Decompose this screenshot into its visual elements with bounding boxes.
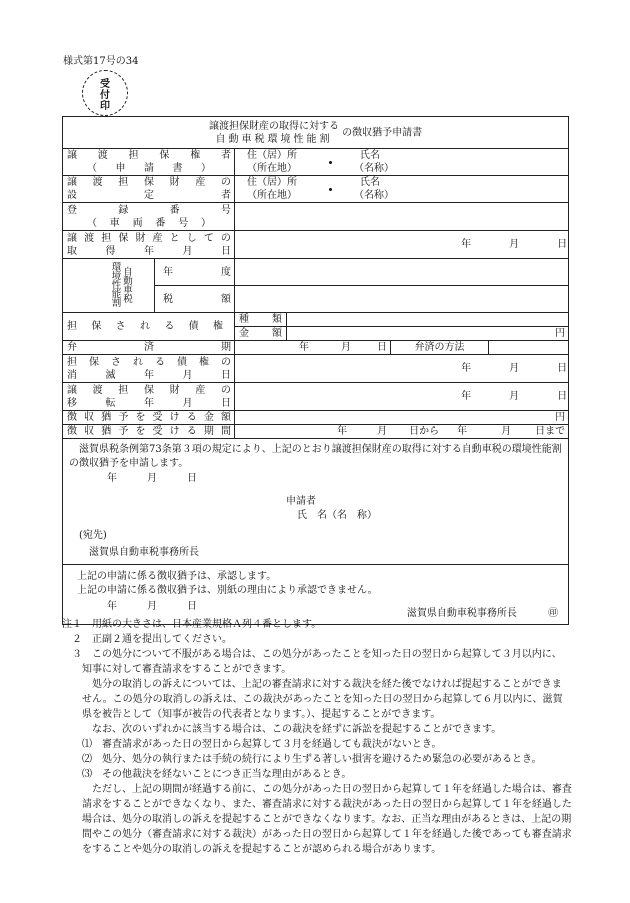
applicant-label: 申請者 (286, 496, 316, 507)
note-line: 県を被告として（知事が被告の代表者となります。）、提起することができます。 (62, 709, 441, 720)
form-number: 様式第17号の34 (63, 56, 139, 67)
holder-address-field[interactable]: 住（居）所 （所在地） 氏名 （名称） (235, 149, 569, 176)
notes-section (62, 617, 572, 857)
repayment-date-field[interactable]: 年 月 日 (235, 341, 391, 355)
seal-mark: ㊞ (548, 608, 559, 619)
application-statement (63, 439, 569, 565)
stamp-char-2: 付 (100, 90, 110, 101)
environmental-tax-label: 環 境 性 能 割 自 動 車 税 (91, 259, 155, 313)
tax-amount-field[interactable] (235, 286, 569, 313)
title-line-1: 譲渡担保財産の取得に対する (208, 120, 339, 132)
note-line: ⑵ 処分、処分の執行または手続の続行により生ずる著しい損害を避けるため緊急の必要があるとき。 (62, 754, 542, 765)
addressee-label: (宛先) (79, 530, 107, 541)
approval-text: 上記の申請に係る徴収猶予は、承認します。 (77, 571, 277, 582)
rejection-text: 上記の申請に係る徴収猶予は、別紙の理由により承認できません。 (77, 585, 378, 596)
fiscal-year-label: 年度 (155, 259, 235, 286)
secured-claim-label: 担保される債権 (63, 313, 235, 341)
applicant-name-label: 氏 名（名 称） (297, 510, 377, 521)
stamp-char-3: 印 (100, 101, 110, 112)
application-date[interactable]: 年 月 日 (107, 473, 197, 484)
repayment-method-label: 弁済の方法 (391, 341, 489, 355)
approval-section (63, 565, 569, 625)
approval-office: 滋賀県自動車税事務所長 (406, 608, 517, 619)
repayment-label: 弁済期 (63, 341, 235, 355)
note-line: 間やこの処分（審査請求に対する裁決）があった日の翌日から起算して１年を経過した後であっても審査請求 (62, 829, 572, 840)
application-form-table (62, 116, 569, 625)
addressee-office: 滋賀県自動車税事務所長 (89, 547, 199, 558)
note-line: ２ 正副２通を提出してください。 (62, 634, 232, 645)
registration-label: 登録番号 （車両番号） (63, 203, 235, 231)
note-line: をすることや処分の取消しの訴えを提起することが認められる場合があります。 (62, 844, 442, 855)
title-suffix: の徴収猶予申請書 (342, 127, 423, 138)
deferral-amount-label: 徴収猶予を受ける金額 (63, 411, 235, 425)
deferral-amount-field[interactable]: 円 (235, 411, 569, 425)
title-line-2: 自動車税環境性能割 (215, 133, 333, 145)
extinction-date-field[interactable]: 年 月 日 (235, 355, 569, 383)
tax-amount-label: 税額 (155, 286, 235, 313)
note-line: ⑴ 審査請求があった日の翌日から起算して３月を経過しても裁決がないとき。 (62, 739, 442, 750)
fiscal-year-field[interactable] (235, 259, 569, 286)
note-line: 注１ 用紙の大きさは、日本産業規格Ａ列４番とします。 (62, 619, 322, 630)
note-line: ただし、上記の期間が経過する前に、この処分があった日の翌日から起算して１年を経過した場合は、審査 (62, 784, 572, 795)
claim-kind-field[interactable] (287, 313, 569, 327)
application-text-2: の徴収猶予を申請します。 (69, 458, 189, 469)
note-line: 請求をすることができなくなり、また、審査請求に対する裁決があった日の翌日から起算して１年を経過した (62, 799, 572, 810)
note-line: 処分の取消しの訴えについては、上記の審査請求に対する裁決を経た後でなければ提起することができま (62, 679, 562, 690)
acquisition-date-label: 譲渡担保財産としての 取得年月日 (63, 231, 235, 259)
transfer-date-label: 譲渡担保財産の 移転年月日 (63, 383, 235, 411)
extinction-date-label: 担保される債権の 消滅年月日 (63, 355, 235, 383)
registration-number-field[interactable] (235, 203, 569, 231)
stamp-char-1: 受 (100, 79, 110, 90)
note-line: ⑶ その他裁決を経ないことにつき正当な理由があるとき。 (62, 769, 352, 780)
acquisition-date-field[interactable]: 年 月 日 (235, 231, 569, 259)
application-text-1: 滋賀県税条例第73条第３項の規定により、上記のとおり譲渡担保財産の取得に対する自動車税の環境性能割 (79, 444, 562, 455)
note-line: なお、次のいずれかに該当する場合は、この裁決を経ずに訴訟を提起することができます。 (62, 724, 502, 735)
form-title (63, 117, 569, 149)
approval-date: 年 月 日 (107, 601, 197, 612)
note-line: ３ この処分について不服がある場合は、この処分があったことを知った日の翌日から起算して３月以内に、 (62, 649, 562, 660)
repayment-method-field[interactable] (489, 341, 569, 355)
note-line: 知事に対して審査請求をすることができます。 (62, 664, 292, 675)
note-line: 場合は、処分の取消しの訴えを提起することができなくなります。なお、正当な理由があるときは、上記の期 (62, 814, 572, 825)
setter-address-field[interactable]: 住（居）所 （所在地） 氏名 （名称） (235, 176, 569, 203)
claim-amount-label: 金額 (235, 327, 287, 341)
note-line: せん。この処分の取消しの訴えは、この裁決があったことを知った日の翌日から起算して６月以内に、滋賀 (62, 694, 563, 705)
claim-kind-label: 種類 (235, 313, 287, 327)
deferral-period-label: 徴収猶予を受ける期間 (63, 425, 235, 439)
transfer-date-field[interactable]: 年 月 日 (235, 383, 569, 411)
holder-label: 譲渡担保権者 （申請書） (63, 149, 235, 176)
deferral-period-field[interactable]: 年 月 日から 年 月 日まで (235, 425, 569, 439)
claim-amount-field[interactable]: 円 (287, 327, 569, 341)
reception-stamp (82, 70, 128, 116)
setter-label: 譲渡担保財産の 設定者 (63, 176, 235, 203)
